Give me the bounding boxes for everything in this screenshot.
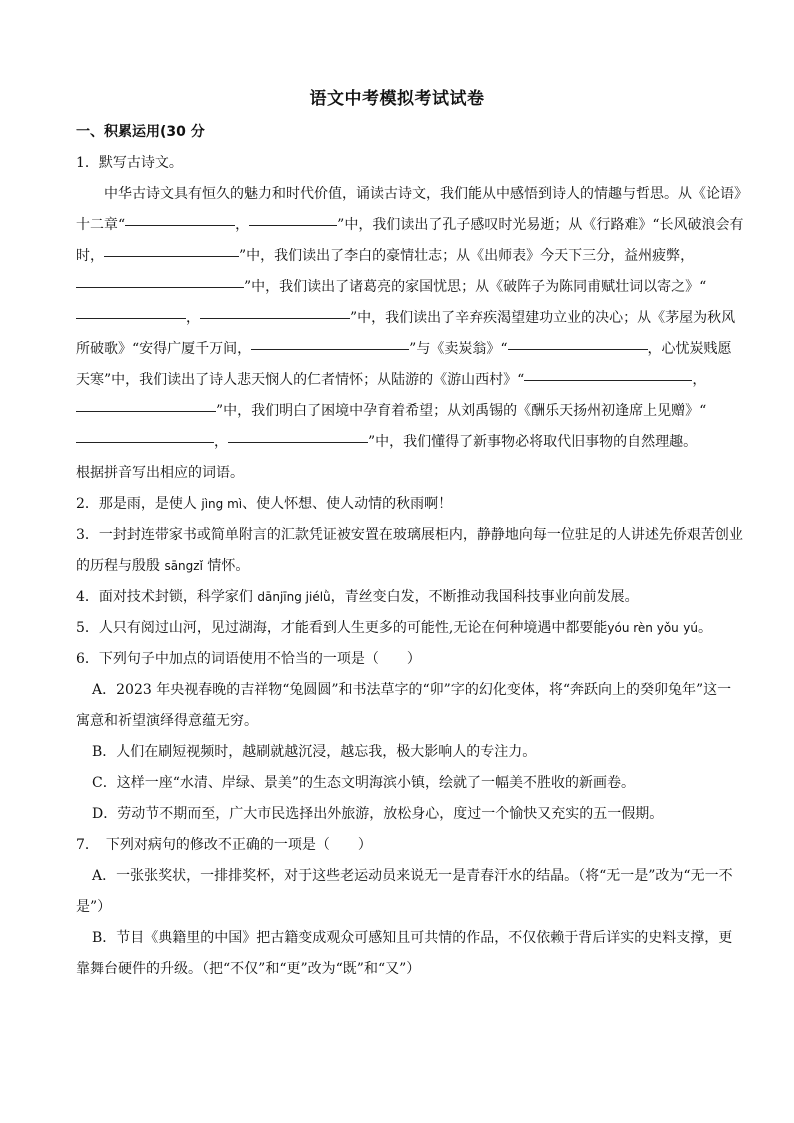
exam-title: 语文中考模拟考试试卷 [309,89,485,109]
question-1-passage: 中华古诗文具有恒久的魅力和时代价值，诵读古诗文，我们能从中感悟到诗人的情趣与哲思。从《论语》十二章“ ， ”中，我们读出了孔子感叹时光易逝；从《行路难》“长风破浪会有时， ”中，我们读出了李白的豪情壮志；从《出师表》今天下三分，益州疲弊，”中，我们读出了诸葛亮的家国忧思；从《破阵子为陈同甫赋壮词以寄之》“， ”中，我们读出了辛弃疾渴望建功立业的决心；从《茅屋为秋风所破歌》“安得广厦千万间， ”与《卖炭翁》“ ，心忧炭贱愿天寒”中，我们读出了诗人悲天悯人的仁者情怀；从陆游的《游山西村》“ ，”中，我们明白了困境中孕育着希望；从刘禹锡的《酬乐天扬州初逢席上见赠》“， ”中，我们懂得了新事物必将取代旧事物的自然理趣。 [76,186,744,450]
answer-blank[interactable] [249,224,337,226]
question-1 [76,148,744,179]
section-heading: 一、积累运用(30 分 [76,124,205,140]
question-number: 1． [76,155,99,171]
pinyin-prompt: jìng mì [201,497,243,511]
answer-blank[interactable] [228,441,368,443]
option-b[interactable]: B．人们在刷短视频时，越刷就越沉浸，越忘我，极大影响人的专注力。 [92,744,537,760]
pinyin-prompt: yú [683,621,698,635]
question-6: 6．下列句子中加点的词语使用不恰当的一项是（ ） [76,651,421,667]
option-b[interactable]: B．节目《典籍里的中国》把古籍变成观众可感知且可共情的作品，不仅依赖于背后详实的史料支撑，更靠舞台硬件的升级。（把“不仅”和“更”改为“既”和“又”） [76,930,733,977]
answer-blank[interactable] [200,317,350,319]
pinyin-prompt: sāngzǐ [164,559,203,573]
answer-blank[interactable] [76,410,216,412]
answer-blank[interactable] [76,441,214,443]
answer-blank[interactable] [524,379,692,381]
pinyin-prompt: dānjīng jiélǜ [257,590,331,604]
answer-blank[interactable] [76,317,186,319]
question-4: 4．面对技术封锁，科学家们 dānjīng jiélǜ，青丝变白发，不断推动我国科技事业向前发展。 [76,589,639,605]
question-3: 3．一封封连带家书或简单附言的汇款凭证被安置在玻璃展柜内，静静地向每一位驻足的人讲述先侨艰苦创业的历程与殷殷 sāngzǐ 情怀。 [76,527,743,574]
question-prompt: 默写古诗文。 [98,155,183,171]
answer-blank[interactable] [125,224,235,226]
option-a[interactable]: A．一张张奖状，一排排奖杯，对于这些老运动员来说无一是青春汗水的结晶。（将“无一是”改为“无一不是”） [76,868,733,915]
question-5: 5．人只有阅过山河，见过湖海，才能看到人生更多的可能性,无论在何种境遇中都要能yóu rèn yǒu yú。 [76,620,712,636]
answer-blank[interactable] [104,255,239,257]
answer-blank[interactable] [76,286,244,288]
answer-blank[interactable] [251,348,409,350]
question-2: 2．那是雨，是使人 jìng mì、使人怀想、使人动情的秋雨啊！ [76,496,453,512]
option-c[interactable]: C．这样一座“水清、岸绿、景美”的生态文明海滨小镇，绘就了一幅美不胜收的新画卷。 [92,775,636,791]
option-d[interactable]: D．劳动节不期而至，广大市民选择出外旅游，放松身心，度过一个愉快又充实的五一假期。 [92,806,664,822]
answer-blank[interactable] [508,348,648,350]
exam-content [76,117,744,985]
pinyin-intro: 根据拼音写出相应的词语。 [76,465,244,481]
pinyin-prompt: yóu rèn yǒu [607,621,679,635]
question-7: 7． 下列对病句的修改不正确的一项是（ ） [76,837,372,853]
option-a[interactable]: A．2023 年央视春晚的吉祥物“兔圆圆”和书法草字的“卯”字的幻化变体，将“奔跃向上的癸卯兔年”这一寓意和祈望演绎得意蕴无穷。 [76,682,732,729]
